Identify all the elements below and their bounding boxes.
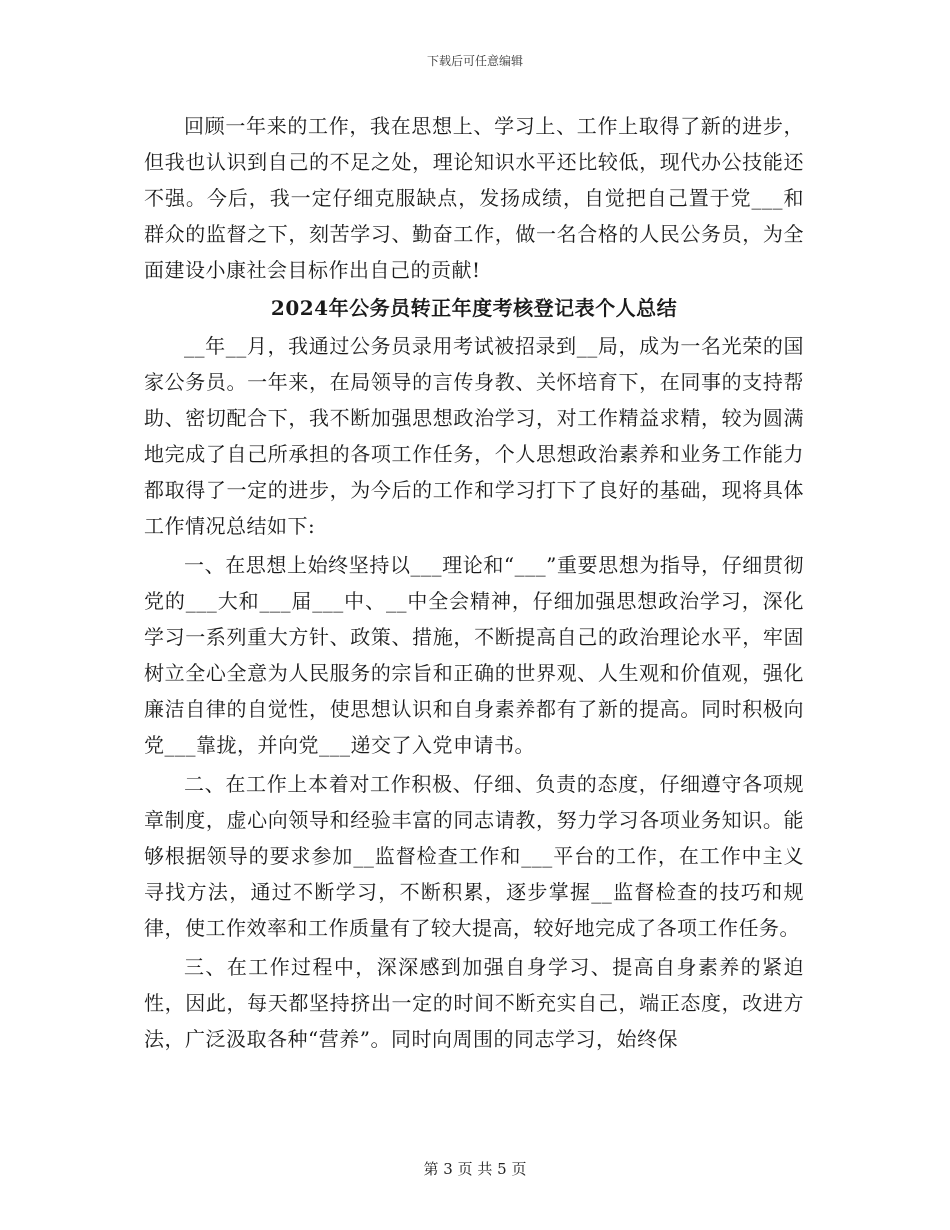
paragraph-learning: 三、在工作过程中，深深感到加强自身学习、提高自身素养的紧迫性，因此，每天都坚持挤出一定的时间不断充实自己，端正态度，改进方法，广泛汲取各种“营养”。同时向周围的同志学习，始终保: [144, 955, 804, 1051]
page-header: 下载后可任意编辑: [426, 54, 523, 68]
paragraph-review: 回顾一年来的工作，我在思想上、学习上、工作上取得了新的进步，但我也认识到自己的不足之处，理论知识水平还比较低，现代办公技能还不强。今后，我一定仔细克服缺点，发扬成绩，自觉把自己置于党___和群众的监督之下，刻苦学习、勤奋工作，做一名合格的人民公务员，为全面建设小康社会目标作出自己的贡献!: [144, 114, 804, 282]
document-body: [144, 108, 804, 1057]
section-title: 2024年公务员转正年度考核登记表个人总结: [270, 296, 678, 320]
paragraph-work: 二、在工作上本着对工作积极、仔细、负责的态度，仔细遵守各项规章制度，虚心向领导和经验丰富的同志请教，努力学习各项业务知识。能够根据领导的要求参加__监督检查工作和___平台的工作，在工作中主义寻找方法，通过不断学习，不断积累，逐步掌握__监督检查的技巧和规律，使工作效率和工作质量有了较大提高，较好地完成了各项工作任务。: [144, 772, 804, 940]
page-number: 第 3 页 共 5 页: [423, 1160, 527, 1178]
paragraph-intro: __年__月，我通过公务员录用考试被招录到__局，成为一名光荣的国家公务员。一年来，在局领导的言传身教、关怀培育下，在同事的支持帮助、密切配合下，我不断加强思想政治学习，对工作精益求精，较为圆满地完成了自己所承担的各项工作任务，个人思想政治素养和业务工作能力都取得了一定的进步，为今后的工作和学习打下了良好的基础，现将具体工作情况总结如下:: [144, 334, 804, 538]
paragraph-ideology: 一、在思想上始终坚持以___理论和“___”重要思想为指导，仔细贯彻党的___大和___届___中、__中全会精神，仔细加强思想政治学习，深化学习一系列重大方针、政策、措施，不断提高自己的政治理论水平，牢固树立全心全意为人民服务的宗旨和正确的世界观、人生观和价值观，强化廉洁自律的自觉性，使思想认识和自身素养都有了新的提高。同时积极向党___靠拢，并向党___递交了入党申请书。: [144, 553, 804, 757]
